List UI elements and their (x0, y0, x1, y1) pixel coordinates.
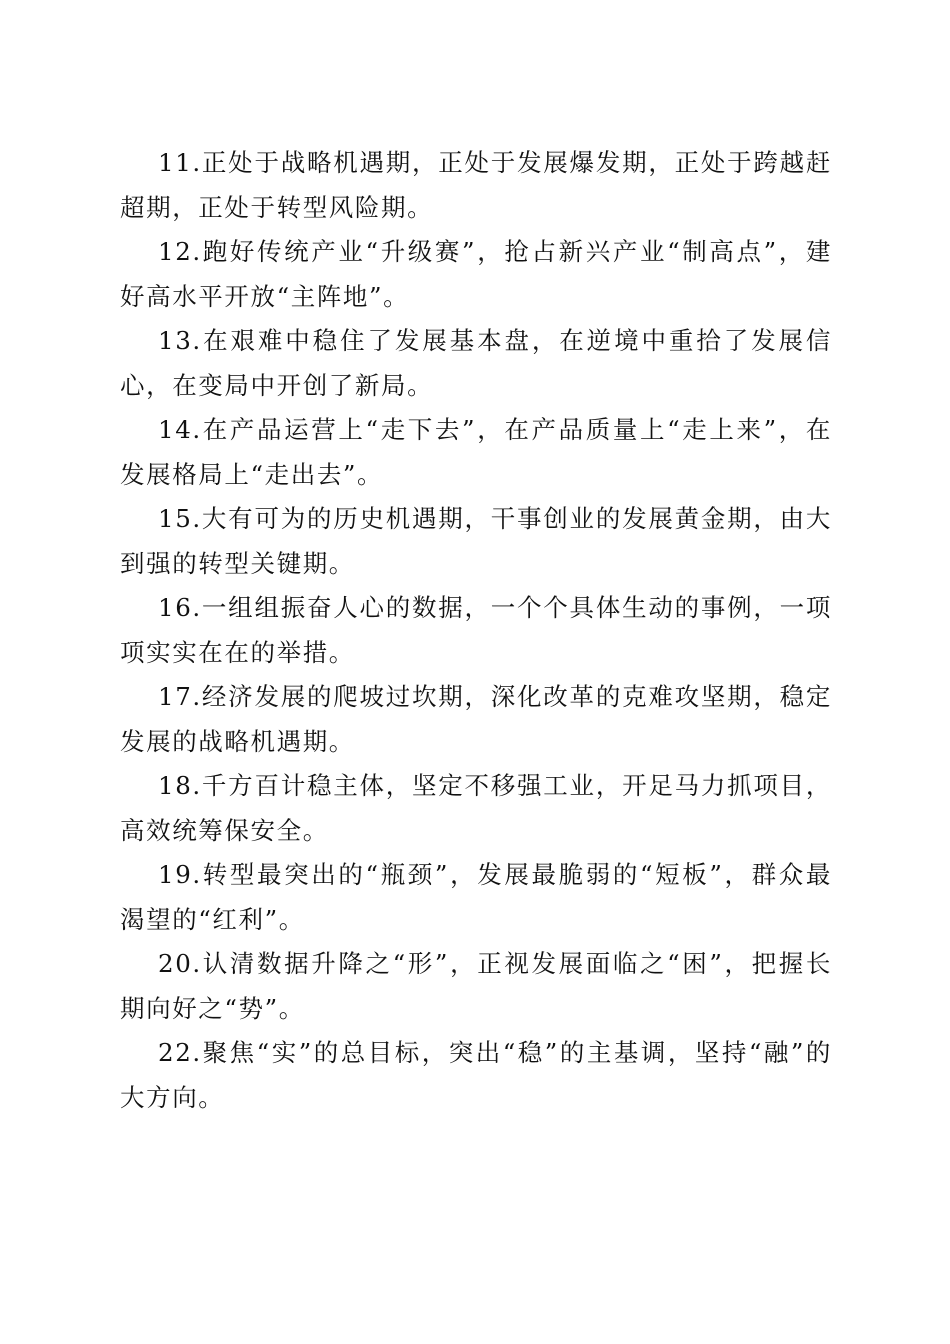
list-item: 15.大有可为的历史机遇期，干事创业的发展黄金期，由大到强的转型关键期。 (120, 504, 832, 578)
list-item: 20.认清数据升降之“形”，正视发展面临之“困”，把握长期向好之“势”。 (120, 949, 832, 1023)
list-item: 11.正处于战略机遇期，正处于发展爆发期，正处于跨越赶超期，正处于转型风险期。 (120, 148, 832, 222)
list-item: 16.一组组振奋人心的数据，一个个具体生动的事例，一项项实实在在的举措。 (120, 593, 832, 667)
list-item: 12.跑好传统产业“升级赛”，抢占新兴产业“制高点”，建好高水平开放“主阵地”。 (120, 237, 832, 311)
document-body (120, 141, 832, 1120)
list-item: 19.转型最突出的“瓶颈”，发展最脆弱的“短板”，群众最渴望的“红利”。 (120, 860, 832, 934)
list-item: 17.经济发展的爬坡过坎期，深化改革的克难攻坚期，稳定发展的战略机遇期。 (120, 682, 832, 756)
list-item: 22.聚焦“实”的总目标，突出“稳”的主基调，坚持“融”的大方向。 (120, 1038, 832, 1112)
list-item: 18.千方百计稳主体，坚定不移强工业，开足马力抓项目，高效统筹保安全。 (120, 771, 832, 845)
list-item: 13.在艰难中稳住了发展基本盘，在逆境中重拾了发展信心，在变局中开创了新局。 (120, 326, 832, 400)
list-item: 14.在产品运营上“走下去”，在产品质量上“走上来”，在发展格局上“走出去”。 (120, 415, 832, 489)
